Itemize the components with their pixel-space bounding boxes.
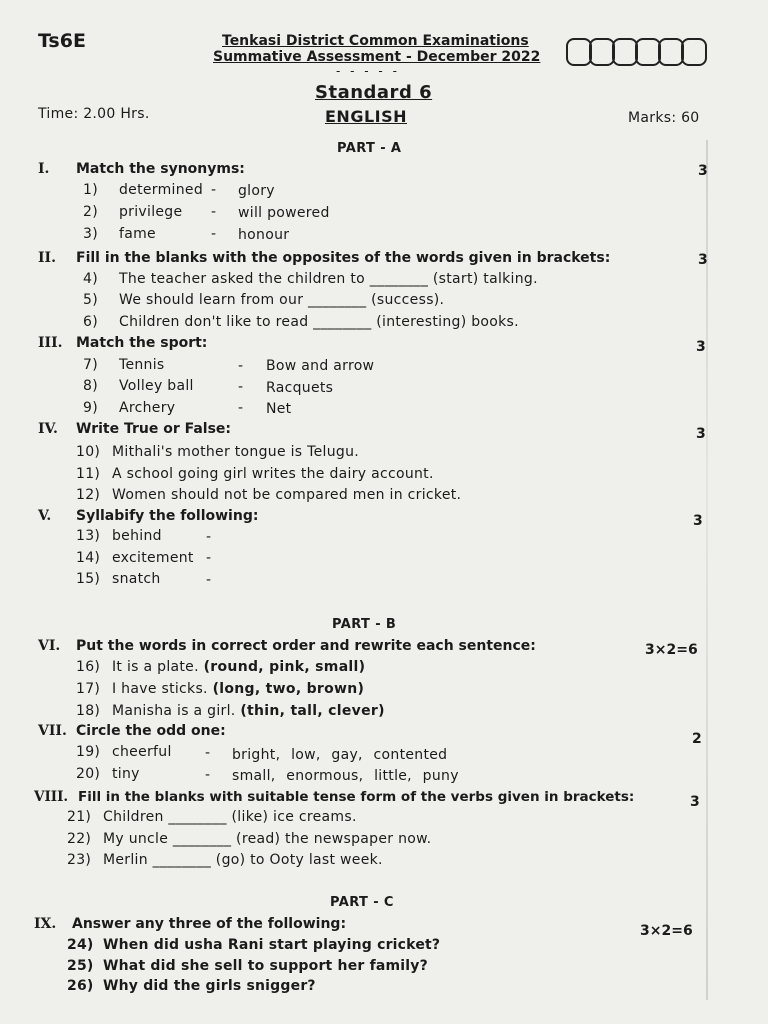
match-dash: -: [238, 400, 244, 416]
question-text: What did she sell to support her family?: [103, 958, 428, 974]
question-item: [83, 400, 175, 416]
question-text: My uncle ________ (read) the newspaper now.: [103, 831, 432, 847]
total-marks: Marks: 60: [628, 110, 700, 126]
section-marks: 3×2=6: [645, 642, 698, 658]
question-number: 9): [83, 400, 98, 416]
question-item: [67, 809, 357, 825]
question-text: Women should not be compared men in cricket.: [112, 487, 462, 503]
question-item: [76, 444, 359, 460]
question-number: 8): [83, 378, 98, 394]
odd-one-options: small, enormous, little, puny: [232, 768, 459, 784]
question-number: 13): [76, 528, 101, 544]
section-heading: [34, 789, 634, 805]
question-number: 16): [76, 659, 101, 675]
question-item: [76, 571, 161, 587]
header-dashes: - - - - -: [336, 64, 400, 78]
section-number: V.: [38, 508, 52, 524]
section-number: III.: [38, 335, 63, 351]
question-number: 10): [76, 444, 101, 460]
question-text: I have sticks.: [112, 681, 208, 697]
section-marks: 3: [696, 426, 706, 442]
question-text: Children don't like to read ________ (interesting) books.: [119, 314, 519, 330]
question-item: [67, 852, 383, 868]
match-left: privilege: [119, 204, 183, 220]
question-item: [76, 487, 461, 503]
section-number: VIII.: [34, 789, 69, 805]
syllabify-word: behind: [112, 528, 162, 544]
question-item: [76, 703, 385, 719]
question-number: 21): [67, 809, 92, 825]
section-heading: [38, 161, 245, 177]
question-number: 26): [67, 978, 94, 994]
section-title: Match the synonyms:: [76, 161, 245, 177]
match-right: honour: [238, 227, 290, 243]
odd-one-word: cheerful: [112, 744, 172, 760]
section-number: I.: [38, 161, 50, 177]
section-title: Match the sport:: [76, 335, 208, 351]
question-item: [83, 226, 156, 242]
section-heading: [34, 916, 346, 932]
section-number: IV.: [38, 421, 58, 437]
match-dash: -: [211, 226, 217, 242]
question-text: The teacher asked the children to ________ (start) talking.: [119, 271, 538, 287]
question-text: Children ________ (like) ice creams.: [103, 809, 357, 825]
syllabify-dash: -: [206, 529, 212, 545]
section-number: II.: [38, 250, 56, 266]
question-number: 2): [83, 204, 98, 220]
match-left: determined: [119, 182, 204, 198]
odd-one-options: bright, low, gay, contented: [232, 747, 448, 763]
section-marks: 3: [698, 163, 708, 179]
section-title: Circle the odd one:: [76, 723, 226, 739]
odd-one-dash: -: [205, 745, 211, 761]
question-item: [67, 958, 428, 974]
section-title: Put the words in correct order and rewrite each sentence:: [76, 638, 536, 654]
question-item: [67, 978, 316, 994]
part-a-heading: PART - A: [337, 141, 402, 156]
time-allowed: Time: 2.00 Hrs.: [38, 106, 150, 122]
question-item: [76, 659, 365, 675]
question-item: [83, 182, 203, 198]
question-item: [83, 357, 165, 373]
exam-title: Summative Assessment - December 2022: [213, 49, 541, 65]
question-text: Mithali's mother tongue is Telugu.: [112, 444, 360, 460]
match-right: glory: [238, 183, 275, 199]
question-text: A school going girl writes the dairy account.: [112, 466, 434, 482]
question-text: It is a plate.: [112, 659, 199, 675]
match-dash: -: [238, 379, 244, 395]
question-number: 17): [76, 681, 101, 697]
match-right: will powered: [238, 205, 330, 221]
syllabify-word: excitement: [112, 550, 194, 566]
question-number: 12): [76, 487, 101, 503]
paper-code: Ts6E: [38, 30, 86, 52]
match-left: fame: [119, 226, 156, 242]
match-dash: -: [211, 204, 217, 220]
section-number: IX.: [34, 916, 57, 932]
match-left: Archery: [119, 400, 176, 416]
question-number: 1): [83, 182, 98, 198]
syllabify-dash: -: [206, 572, 212, 588]
match-right: Racquets: [266, 380, 334, 396]
question-item: [67, 831, 431, 847]
section-heading: [38, 723, 226, 739]
question-number: 24): [67, 937, 94, 953]
question-text: Manisha is a girl.: [112, 703, 236, 719]
question-text: Merlin ________ (go) to Ooty last week.: [103, 852, 383, 868]
odd-one-dash: -: [205, 767, 211, 783]
section-heading: [38, 508, 258, 524]
section-marks: 2: [692, 731, 702, 747]
question-text: We should learn from our ________ (success).: [119, 292, 445, 308]
section-heading: [38, 335, 207, 351]
question-item: [76, 681, 364, 697]
word-hints: (thin, tall, clever): [240, 703, 385, 719]
section-number: VII.: [38, 723, 67, 739]
section-heading: [38, 421, 231, 437]
syllabify-word: snatch: [112, 571, 161, 587]
question-number: 18): [76, 703, 101, 719]
section-marks: 3: [693, 513, 703, 529]
question-number: 11): [76, 466, 101, 482]
section-marks: 3: [696, 339, 706, 355]
question-number: 6): [83, 314, 98, 330]
question-text: Why did the girls snigger?: [103, 978, 316, 994]
match-left: Tennis: [119, 357, 165, 373]
question-item: [67, 937, 440, 953]
match-dash: -: [238, 358, 244, 374]
section-heading: [38, 638, 536, 654]
question-item: [76, 766, 140, 782]
section-title: Fill in the blanks with suitable tense form of the verbs given in brackets:: [78, 789, 635, 805]
question-item: [83, 314, 519, 330]
question-item: [76, 528, 162, 544]
section-marks: 3×2=6: [640, 923, 693, 939]
syllabify-dash: -: [206, 550, 212, 566]
question-number: 19): [76, 744, 101, 760]
question-number: 4): [83, 271, 98, 287]
question-number: 23): [67, 852, 92, 868]
question-item: [76, 744, 172, 760]
section-heading: [38, 250, 610, 266]
match-dash: -: [211, 182, 217, 198]
question-item: [83, 292, 444, 308]
question-text: When did usha Rani start playing cricket?: [103, 937, 441, 953]
question-number: 7): [83, 357, 98, 373]
section-title: Write True or False:: [76, 421, 232, 437]
question-item: [76, 466, 434, 482]
odd-one-word: tiny: [112, 766, 140, 782]
question-number: 25): [67, 958, 94, 974]
word-hints: (long, two, brown): [212, 681, 365, 697]
part-b-heading: PART - B: [332, 617, 397, 632]
question-item: [83, 271, 538, 287]
standard-title: Standard 6: [315, 82, 433, 103]
register-box: [681, 38, 707, 66]
question-number: 5): [83, 292, 98, 308]
match-right: Net: [266, 401, 292, 417]
question-item: [76, 550, 194, 566]
question-number: 14): [76, 550, 101, 566]
register-number-boxes: [566, 38, 704, 66]
margin-line: [706, 140, 708, 1000]
question-item: [83, 378, 194, 394]
section-title: Answer any three of the following:: [72, 916, 347, 932]
question-number: 22): [67, 831, 92, 847]
question-number: 3): [83, 226, 98, 242]
match-left: Volley ball: [119, 378, 194, 394]
section-marks: 3: [698, 252, 708, 268]
section-number: VI.: [38, 638, 61, 654]
question-number: 20): [76, 766, 101, 782]
section-title: Syllabify the following:: [76, 508, 259, 524]
question-item: [83, 204, 182, 220]
section-title: Fill in the blanks with the opposites of the words given in brackets:: [76, 250, 611, 266]
match-right: Bow and arrow: [266, 358, 375, 374]
subject-title: ENGLISH: [325, 107, 408, 126]
question-number: 15): [76, 571, 101, 587]
section-marks: 3: [690, 794, 700, 810]
part-c-heading: PART - C: [330, 895, 394, 910]
exam-organisation: Tenkasi District Common Examinations: [222, 33, 529, 49]
word-hints: (round, pink, small): [203, 659, 366, 675]
